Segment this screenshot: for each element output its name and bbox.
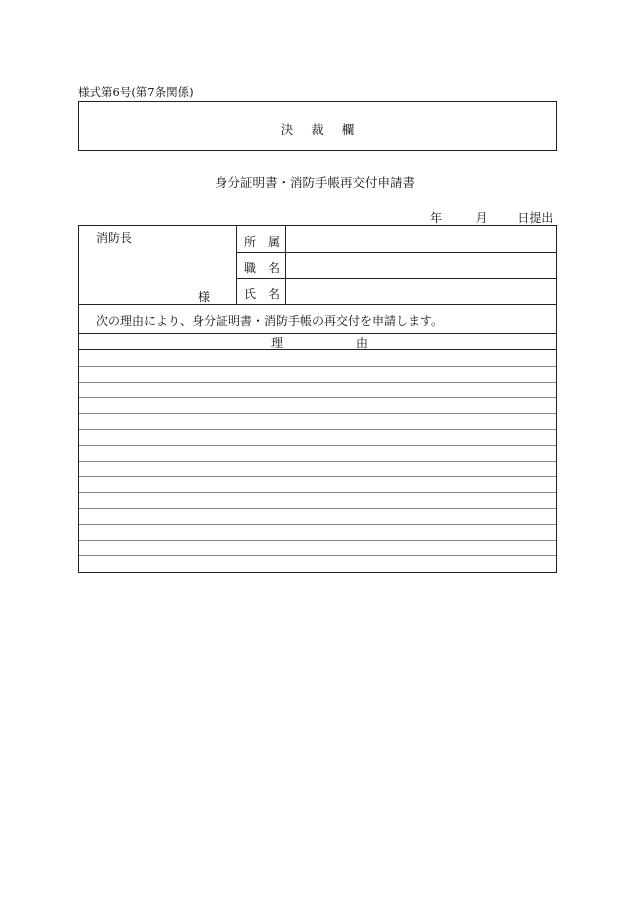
reason-rule-line [79,382,556,383]
reason-rule-line [79,413,556,414]
reason-rule-line [79,445,556,446]
divider [79,304,556,305]
reason-rule-line [79,508,556,509]
addressee-label: 消防長 [96,231,133,245]
addressee-honorific: 様 [198,290,211,304]
approval-label: 決裁欄 [280,122,373,137]
reason-area[interactable] [79,350,556,572]
submission-date [430,209,553,226]
reason-rule-line [79,540,556,541]
name-label: 氏 名 [244,287,281,301]
affiliation-field[interactable] [286,227,556,252]
reason-rule-line [79,461,556,462]
reason-rule-line [79,476,556,477]
name-field[interactable] [286,279,556,304]
reason-label-2: 由 [356,336,369,350]
approval-box [78,101,557,151]
reason-rule-line [79,397,556,398]
affiliation-label: 所 属 [244,235,281,249]
position-field[interactable] [286,253,556,278]
month-label: 月 [475,211,488,225]
document-title: 身分証明書・消防手帳再交付申請書 [214,175,415,190]
reason-rule-line [79,524,556,525]
divider [79,333,556,334]
divider [236,226,237,304]
day-label: 日提出 [517,211,554,225]
application-statement: 次の理由により、身分証明書・消防手帳の再交付を申請します。 [96,314,444,328]
year-label: 年 [430,211,443,225]
reason-rule-line [79,492,556,493]
reason-label-1: 理 [271,336,284,350]
reason-rule-line [79,555,556,556]
application-form [78,225,557,573]
reason-rule-line [79,366,556,367]
reason-rule-line [79,429,556,430]
form-number: 様式第6号(第7条関係) [78,85,194,99]
position-label: 職 名 [244,261,281,275]
